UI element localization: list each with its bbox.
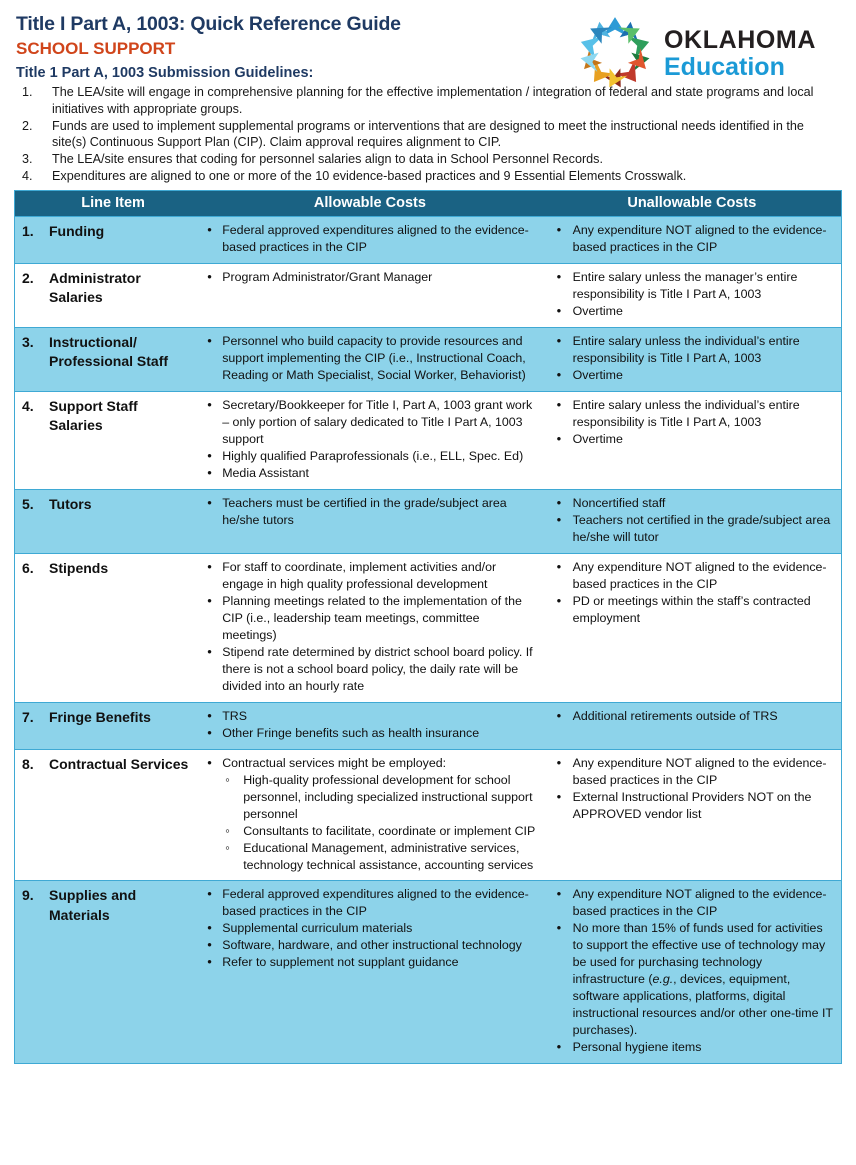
line-item-number: 3. <box>22 333 34 350</box>
allowable-list <box>203 397 536 482</box>
guideline-item: The LEA/site will engage in comprehensive planning for the effective implementation / integration of federal and state programs and local initiatives with appropriate groups. <box>52 85 814 116</box>
line-item-label: Funding <box>49 223 105 239</box>
unallowable-list <box>551 755 835 823</box>
quick-reference-table <box>15 191 841 1063</box>
list-item: • Additional retirements outside of TRS <box>551 708 835 725</box>
list-item: • Entire salary unless the individual’s entire responsibility is Title I Part A, 1003 <box>551 397 835 431</box>
list-item: • Refer to supplement not supplant guidance <box>203 954 536 971</box>
sub-list <box>222 772 536 874</box>
document-header <box>0 0 856 190</box>
table-body <box>15 217 841 1064</box>
list-item: • For staff to coordinate, implement activities and/or engage in high quality professional development <box>203 559 536 593</box>
oklahoma-star-logo-icon <box>576 14 654 92</box>
allowable-list <box>203 559 536 695</box>
list-item: • External Instructional Providers NOT on the APPROVED vendor list <box>551 789 835 823</box>
line-item-label: Fringe Benefits <box>49 708 151 725</box>
allowable-list <box>203 495 536 529</box>
list-item: • Planning meetings related to the implementation of the CIP (i.e., leadership team meetings, committee meetings) <box>203 593 536 644</box>
list-item: • Highly qualified Paraprofessionals (i.e., ELL, Spec. Ed) <box>203 448 536 465</box>
table-row <box>15 702 841 749</box>
line-item-number: 4. <box>22 397 34 414</box>
cell-allowable-costs <box>197 749 542 881</box>
list-item: • Supplemental curriculum materials <box>203 920 536 937</box>
list-item: • Noncertified staff <box>551 495 835 512</box>
cell-unallowable-costs <box>543 217 841 264</box>
unallowable-list <box>551 886 835 1056</box>
list-item: • Any expenditure NOT aligned to the evidence-based practices in the CIP <box>551 755 835 789</box>
line-item-label: Contractual Services <box>49 755 189 772</box>
table-row <box>15 749 841 881</box>
list-item: • Any expenditure NOT aligned to the evidence-based practices in the CIP <box>551 559 835 593</box>
guidelines-list <box>16 84 840 184</box>
logo-oklahoma-text: OKLAHOMA <box>664 26 817 54</box>
cell-line-item <box>15 327 197 391</box>
cell-allowable-costs <box>197 702 542 749</box>
sub-list-item: ◦ Educational Management, administrative services, technology technical assistance, accounting services <box>222 840 536 874</box>
list-item: • Personnel who build capacity to provide resources and support implementing the CIP (i.e., Instructional Coach, Reading or Math Specialist, Social Worker, Behaviorist) <box>203 333 536 384</box>
list-item: • Overtime <box>551 431 835 448</box>
cell-allowable-costs <box>197 327 542 391</box>
table-row <box>15 263 841 327</box>
list-item: • PD or meetings within the staff’s contracted employment <box>551 593 835 627</box>
quick-reference-table-wrapper <box>14 190 842 1064</box>
list-item: • Overtime <box>551 303 835 320</box>
allowable-list <box>203 755 536 874</box>
cell-allowable-costs <box>197 489 542 553</box>
allowable-list <box>203 708 536 742</box>
sub-list-item: ◦ Consultants to facilitate, coordinate or implement CIP <box>222 823 536 840</box>
list-item: • Contractual services might be employed: ◦ High-quality professional development for school personnel, including specialized instructional support personnel ◦ Consultants to facilitate, coordinate or implement CIP ◦ Educational Management, administrative services, technology technical assistance, accounting services <box>203 755 536 874</box>
allowable-list <box>203 222 536 256</box>
list-item: • Any expenditure NOT aligned to the evidence-based practices in the CIP <box>551 886 835 920</box>
list-item: • Stipend rate determined by district school board policy. If there is not a school board policy, the daily rate will be divided into an hourly rate <box>203 644 536 695</box>
cell-allowable-costs <box>197 217 542 264</box>
cell-line-item <box>15 217 197 264</box>
cell-line-item <box>15 263 197 327</box>
line-item-label: Administrator Salaries <box>49 269 141 306</box>
cell-line-item <box>15 391 197 489</box>
cell-allowable-costs <box>197 881 542 1063</box>
list-item: • Personal hygiene items <box>551 1039 835 1056</box>
oklahoma-education-logo <box>568 14 838 90</box>
line-item-number: 1. <box>22 223 34 239</box>
allowable-list <box>203 886 536 971</box>
cell-unallowable-costs <box>543 391 841 489</box>
logo-wordmark <box>664 28 816 82</box>
unallowable-list <box>551 222 835 256</box>
list-item: • No more than 15% of funds used for activities to support the effective use of technology may be used for purchasing technology infrastructure (e.g., devices, equipment, software applications, platforms, digital instructional resources and/or other one-time IT purchases). <box>551 920 835 1039</box>
list-item: • Entire salary unless the individual’s entire responsibility is Title I Part A, 1003 <box>551 333 835 367</box>
list-item: • Any expenditure NOT aligned to the evidence-based practices in the CIP <box>551 222 835 256</box>
unallowable-list <box>551 333 835 384</box>
unallowable-list <box>551 397 835 448</box>
sub-list-item: ◦ High-quality professional development for school personnel, including specialized instructional support personnel <box>222 772 536 823</box>
cell-unallowable-costs <box>543 702 841 749</box>
cell-unallowable-costs <box>543 553 841 702</box>
table-header <box>15 191 841 217</box>
line-item-number: 5. <box>22 495 34 512</box>
cell-line-item <box>15 881 197 1063</box>
cell-unallowable-costs <box>543 489 841 553</box>
line-item-number: 9. <box>22 887 34 904</box>
unallowable-list <box>551 269 835 320</box>
table-row <box>15 327 841 391</box>
cell-line-item <box>15 749 197 881</box>
logo-education-text: Education <box>664 53 785 81</box>
cell-line-item <box>15 702 197 749</box>
line-item-label: Stipends <box>49 559 109 576</box>
unallowable-list <box>551 559 835 627</box>
list-item: • Software, hardware, and other instructional technology <box>203 937 536 954</box>
table-row <box>15 881 841 1063</box>
page-subtitle: SCHOOL SUPPORT <box>16 39 176 59</box>
table-row <box>15 489 841 553</box>
cell-line-item <box>15 553 197 702</box>
column-header-unallowable-costs: Unallowable Costs <box>543 191 841 217</box>
cell-line-item <box>15 489 197 553</box>
list-item: • Teachers not certified in the grade/subject area he/she will tutor <box>551 512 835 546</box>
list-item: • Overtime <box>551 367 835 384</box>
list-item: • TRS <box>203 708 536 725</box>
list-item: • Entire salary unless the manager’s entire responsibility is Title I Part A, 1003 <box>551 269 835 303</box>
unallowable-list <box>551 495 835 546</box>
cell-allowable-costs <box>197 391 542 489</box>
page-title: Title I Part A, 1003: Quick Reference Guide <box>16 13 401 35</box>
list-item: • Federal approved expenditures aligned to the evidence-based practices in the CIP <box>203 886 536 920</box>
list-item: • Secretary/Bookkeeper for Title I, Part A, 1003 grant work – only portion of salary dedicated to Title I Part A, 1003 support <box>203 397 536 448</box>
column-header-line-item: Line Item <box>15 191 197 217</box>
unallowable-list <box>551 708 835 725</box>
line-item-number: 8. <box>22 755 34 772</box>
allowable-list <box>203 269 536 286</box>
line-item-label: Supplies and Materials <box>49 887 137 923</box>
line-item-label: Support Staff Salaries <box>49 397 138 434</box>
table-row <box>15 553 841 702</box>
guideline-item: Expenditures are aligned to one or more of the 10 evidence-based practices and 9 Essential Elements Crosswalk. <box>52 169 687 184</box>
line-item-number: 2. <box>22 269 34 286</box>
cell-unallowable-costs <box>543 327 841 391</box>
table-row <box>15 217 841 264</box>
cell-allowable-costs <box>197 263 542 327</box>
table-header-row <box>15 191 841 217</box>
guidelines-heading: Title 1 Part A, 1003 Submission Guidelines: <box>16 64 314 81</box>
cell-allowable-costs <box>197 553 542 702</box>
guideline-item: The LEA/site ensures that coding for personnel salaries align to data in School Personnel Records. <box>52 152 603 167</box>
list-item: • Teachers must be certified in the grade/subject area he/she tutors <box>203 495 536 529</box>
cell-unallowable-costs <box>543 263 841 327</box>
cell-unallowable-costs <box>543 749 841 881</box>
line-item-number: 7. <box>22 708 34 725</box>
allowable-list <box>203 333 536 384</box>
cell-unallowable-costs <box>543 881 841 1063</box>
table-row <box>15 391 841 489</box>
line-item-number: 6. <box>22 559 34 576</box>
guideline-item: Funds are used to implement supplemental programs or interventions that are designed to meet the instructional needs identified in the site(s) Continuous Support Plan (CIP). Claim approval requires alignment to CIP. <box>52 118 804 150</box>
line-item-label: Tutors <box>49 495 92 512</box>
line-item-label: Instructional/ Professional Staff <box>49 333 169 370</box>
list-item: • Media Assistant <box>203 465 536 482</box>
column-header-allowable-costs: Allowable Costs <box>197 191 542 217</box>
list-item: • Other Fringe benefits such as health insurance <box>203 725 536 742</box>
list-item: • Program Administrator/Grant Manager <box>203 269 536 286</box>
list-item: • Federal approved expenditures aligned to the evidence-based practices in the CIP <box>203 222 536 256</box>
